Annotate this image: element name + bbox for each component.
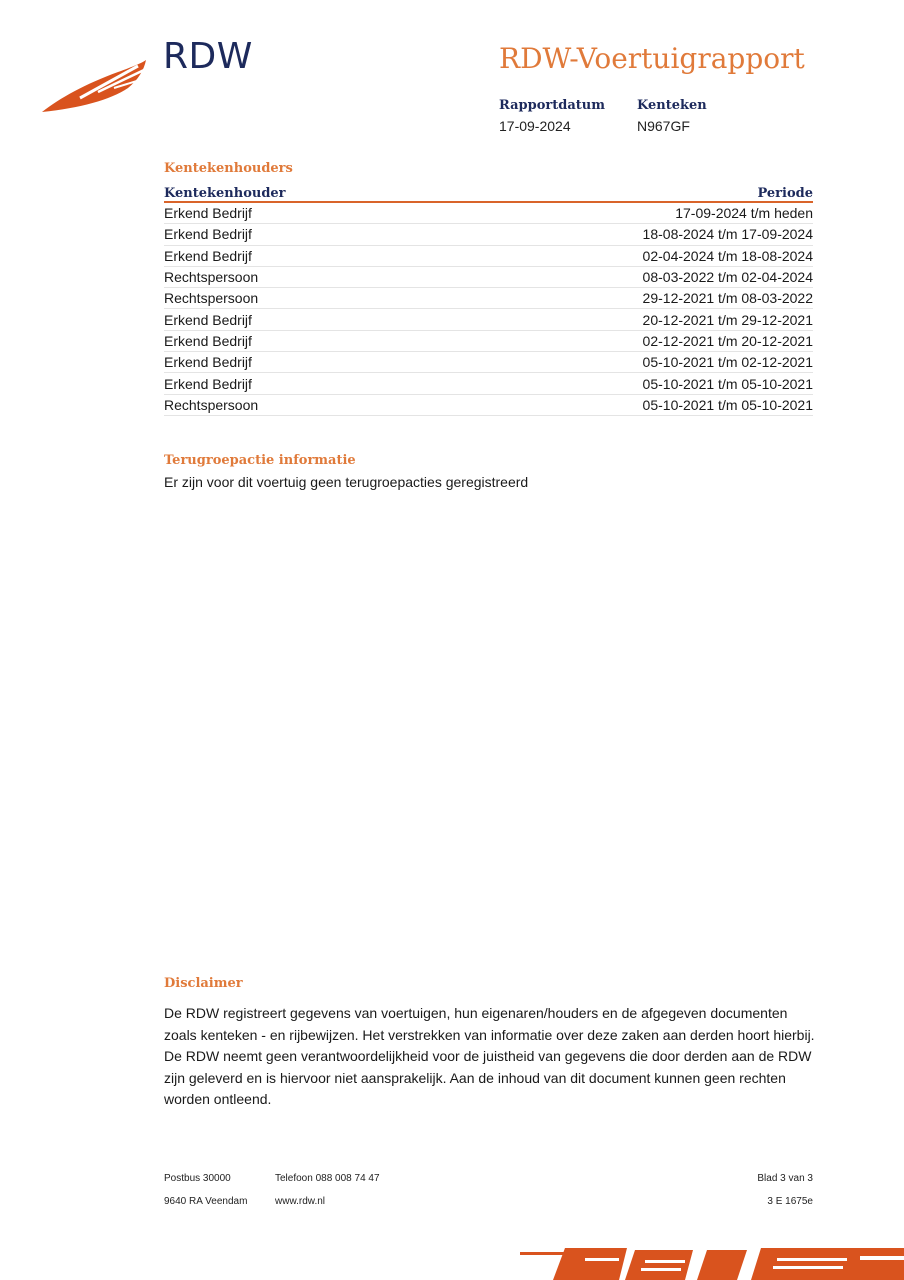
table-row: [164, 267, 813, 288]
holder-cell: Erkend Bedrijf: [164, 226, 252, 243]
period-cell: 02-04-2024 t/m 18-08-2024: [642, 247, 813, 264]
table-row: [164, 395, 813, 416]
table-row: [164, 352, 813, 373]
period-cell: 29-12-2021 t/m 08-03-2022: [642, 290, 813, 307]
plate-label: Kenteken: [637, 98, 707, 113]
period-cell: 17-09-2024 t/m heden: [675, 205, 813, 222]
table-row: [164, 331, 813, 352]
recall-section-title: Terugroepactie informatie: [164, 453, 356, 468]
holders-table: [164, 182, 813, 416]
decorative-stripes-graphic: [515, 1238, 904, 1280]
recall-text: Er zijn voor dit voertuig geen terugroepacties geregistreerd: [164, 474, 529, 490]
table-row: [164, 288, 813, 309]
plate-value: N967GF: [637, 118, 690, 134]
period-cell: 05-10-2021 t/m 02-12-2021: [642, 354, 813, 371]
period-cell: 05-10-2021 t/m 05-10-2021: [642, 396, 813, 413]
period-cell: 18-08-2024 t/m 17-09-2024: [642, 226, 813, 243]
period-cell: 08-03-2022 t/m 02-04-2024: [642, 269, 813, 286]
disclaimer-text: De RDW registreert gegevens van voertuigen, hun eigenaren/houders en de afgegeven documenten zoals kenteken - en rijbewijzen. Het verstrekken van informatie over deze zaken aan derden hoort hierbij. De RDW neemt geen verantwoordelijkheid voor de juistheid van gegevens die door derden aan de RDW zijn geleverd en is hiervoor niet aansprakelijk. Aan de inhoud van dit document kunnen geen rechten worden ontleend.: [164, 1005, 815, 1107]
holders-table-header: [164, 182, 813, 203]
holder-cell: Rechtspersoon: [164, 290, 259, 307]
footer-phone: Telefoon 088 008 74 47: [275, 1173, 380, 1184]
table-row: [164, 309, 813, 330]
period-cell: 20-12-2021 t/m 29-12-2021: [642, 311, 813, 328]
holder-cell: Rechtspersoon: [164, 396, 259, 413]
col-period-header: Periode: [757, 186, 813, 201]
rdw-logo-text: RDW: [163, 36, 253, 77]
holder-cell: Erkend Bedrijf: [164, 247, 252, 264]
holders-section-title: Kentekenhouders: [164, 161, 293, 176]
holder-cell: Erkend Bedrijf: [164, 332, 252, 349]
holder-cell: Erkend Bedrijf: [164, 375, 252, 392]
report-date-label: Rapportdatum: [499, 98, 605, 113]
table-row: [164, 203, 813, 224]
holder-cell: Erkend Bedrijf: [164, 311, 252, 328]
disclaimer-section-title: Disclaimer: [164, 976, 243, 991]
report-title: RDW-Voertuigrapport: [499, 42, 805, 75]
report-date-value: 17-09-2024: [499, 118, 571, 134]
rdw-wing-logo-icon: [40, 58, 148, 116]
holder-cell: Erkend Bedrijf: [164, 205, 252, 222]
period-cell: 02-12-2021 t/m 20-12-2021: [642, 332, 813, 349]
footer-address-line1: Postbus 30000: [164, 1173, 231, 1184]
holder-cell: Rechtspersoon: [164, 269, 259, 286]
period-cell: 05-10-2021 t/m 05-10-2021: [642, 375, 813, 392]
table-row: [164, 373, 813, 394]
footer-website: www.rdw.nl: [275, 1196, 326, 1207]
holder-cell: Erkend Bedrijf: [164, 354, 252, 371]
table-row: [164, 246, 813, 267]
table-row: [164, 224, 813, 245]
footer-code: 3 E 1675e: [767, 1196, 813, 1207]
col-holder-header: Kentekenhouder: [164, 186, 286, 201]
footer-address-line2: 9640 RA Veendam: [164, 1196, 248, 1207]
footer-page: Blad 3 van 3: [757, 1173, 813, 1184]
